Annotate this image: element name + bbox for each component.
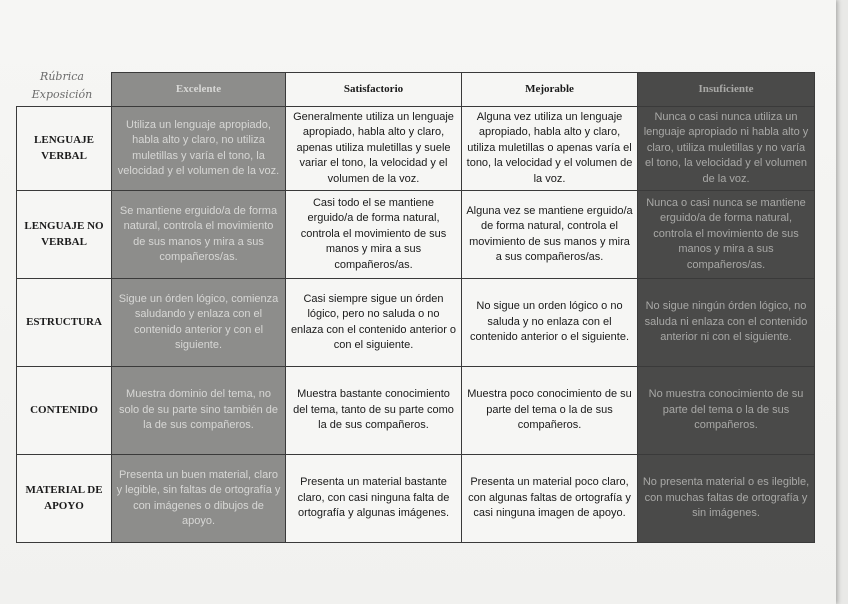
rubric-table	[16, 72, 815, 543]
cell-insuficiente: No sigue ningún órden lógico, no saluda ni enlaza con el contenido anterior ni con el siguiente.	[638, 279, 815, 367]
cell-mejorable: No sigue un orden lógico o no saluda y no enlaza con el contenido anterior o el siguiente.	[462, 279, 638, 367]
header-satisfactorio: Satisfactorio	[286, 73, 462, 107]
header-excelente: Excelente	[112, 73, 286, 107]
row-label-estructura: ESTRUCTURA	[17, 279, 112, 367]
cell-insuficiente: No presenta material o es ilegible, con muchas faltas de ortografía y sin imágenes.	[638, 455, 815, 543]
note-line-2: Exposición	[31, 88, 93, 101]
table-row	[17, 191, 815, 279]
table-row	[17, 279, 815, 367]
cell-satisfactorio: Casi todo el se mantiene erguido/a de forma natural, controla el movimiento de sus manos y mira a sus compañeros/as.	[286, 191, 462, 279]
corner-cell	[17, 73, 112, 107]
table-row	[17, 367, 815, 455]
cell-mejorable: Alguna vez utiliza un lenguaje apropiado, habla alto y claro, utiliza muletillas o apenas varía el tono, la velocidad y el volumen de la voz.	[462, 107, 638, 191]
cell-excelente: Se mantiene erguido/a de forma natural, controla el movimiento de sus manos y mira a sus compañeros/as.	[112, 191, 286, 279]
cell-insuficiente: Nunca o casi nunca utiliza un lenguaje apropiado ni habla alto y claro, utiliza muletillas y no varía el tono, la velocidad y el volumen de la voz.	[638, 107, 815, 191]
cell-excelente: Presenta un buen material, claro y legible, sin faltas de ortografía y con imágenes o dibujos de apoyo.	[112, 455, 286, 543]
cell-insuficiente: Nunca o casi nunca se mantiene erguido/a de forma natural, controla el movimiento de sus manos y mira a sus compañeros/as.	[638, 191, 815, 279]
cell-mejorable: Presenta un material poco claro, con algunas faltas de ortografía y casi ninguna imagen de apoyo.	[462, 455, 638, 543]
cell-mejorable: Muestra poco conocimiento de su parte del tema o la de sus compañeros.	[462, 367, 638, 455]
cell-satisfactorio: Presenta un material bastante claro, con casi ninguna falta de ortografía y algunas imágenes.	[286, 455, 462, 543]
cell-satisfactorio: Casi siempre sigue un órden lógico, pero no saluda o no enlaza con el contenido anterior o con el siguiente.	[286, 279, 462, 367]
cell-satisfactorio: Generalmente utiliza un lenguaje apropiado, habla alto y claro, apenas utiliza muletillas y suele variar el tono, la velocidad y el volumen de la voz.	[286, 107, 462, 191]
row-label-lenguaje-verbal: LENGUAJE VERBAL	[17, 107, 112, 191]
cell-excelente: Sigue un órden lógico, comienza saludando y enlaza con el contenido anterior y con el siguiente.	[112, 279, 286, 367]
cell-insuficiente: No muestra conocimiento de su parte del tema o la de sus compañeros.	[638, 367, 815, 455]
header-mejorable: Mejorable	[462, 73, 638, 107]
header-insuficiente: Insuficiente	[638, 73, 815, 107]
row-label-contenido: CONTENIDO	[17, 367, 112, 455]
table-row	[17, 107, 815, 191]
cell-mejorable: Alguna vez se mantiene erguido/a de forma natural, controla el movimiento de sus manos y mira a sus compañeros/as.	[462, 191, 638, 279]
header-row	[17, 73, 815, 107]
cell-excelente: Muestra dominio del tema, no solo de su parte sino también de la de sus compañeros.	[112, 367, 286, 455]
row-label-material-de-apoyo: MATERIAL DE APOYO	[17, 455, 112, 543]
note-line-1: Rúbrica	[40, 70, 84, 83]
cell-satisfactorio: Muestra bastante conocimiento del tema, tanto de su parte como la de sus compañeros.	[286, 367, 462, 455]
table-row	[17, 455, 815, 543]
cell-excelente: Utiliza un lenguaje apropiado, habla alto y claro, no utiliza muletillas y varía el tono, la velocidad y el volumen de la voz.	[112, 107, 286, 191]
row-label-lenguaje-no-verbal: LENGUAJE NO VERBAL	[17, 191, 112, 279]
